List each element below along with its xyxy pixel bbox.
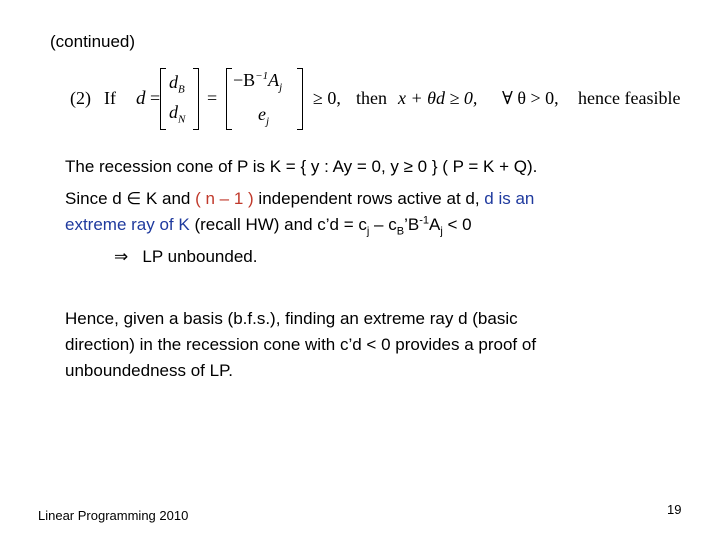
formula-then: then — [356, 88, 387, 108]
right-vector-bracket-right — [297, 68, 303, 130]
formula-eq2: = — [207, 88, 218, 108]
formula-if: If — [104, 88, 116, 108]
hence-paragraph-line-1: Hence, given a basis (b.f.s.), finding an extreme ray d (basic — [65, 309, 518, 328]
right-vector-bracket-left — [226, 68, 232, 130]
vector-neg-binv-aj: $-B^{-1}A_j$ — [233, 70, 283, 94]
formula-geq-zero: ≥ 0, — [313, 88, 341, 108]
formula-d: d — [136, 88, 146, 109]
since-line: Since d ∈ K and ( n – 1 ) independent rows active at d, d is an — [65, 189, 535, 208]
formula-x-plus-theta-d: x + θd ≥ 0, — [398, 88, 478, 108]
hence-paragraph-line-3: unboundedness of LP. — [65, 361, 233, 380]
formula-forall: ∀ θ > 0, — [502, 88, 559, 108]
page-number: 19 — [667, 502, 682, 517]
left-vector-bracket-right — [193, 68, 199, 130]
unbounded-line: ⇒ LP unbounded. — [114, 247, 258, 266]
implies-arrow: ⇒ — [114, 247, 129, 266]
vector-dB: $d_B$ — [169, 72, 185, 96]
d-is-an: d is an — [484, 189, 535, 208]
formula-hence-feasible: hence feasible — [578, 88, 681, 108]
vector-dN: $d_N$ — [169, 102, 186, 126]
n-minus-one: ( n – 1 ) — [195, 189, 254, 208]
recession-cone-line: The recession cone of P is K = { y : Ay = 0, y ≥ 0 } ( P = K + Q). — [65, 157, 538, 176]
formula-label: (2) — [70, 88, 91, 108]
vector-ej: $e_j$ — [258, 104, 270, 128]
extreme-ray-of-k: extreme ray of K — [65, 215, 190, 234]
formula-eq1: = — [150, 88, 161, 108]
extreme-ray-line: extreme ray of K (recall HW) and c’d = $c_j$ – $c_B’B^{-1}A_j < 0$ — [65, 214, 472, 238]
footer-course-title: Linear Programming 2010 — [38, 508, 189, 523]
left-vector-bracket-left — [160, 68, 166, 130]
hence-paragraph-line-2: direction) in the recession cone with c’d < 0 provides a proof of — [65, 335, 537, 354]
slide-heading: (continued) — [50, 32, 136, 51]
